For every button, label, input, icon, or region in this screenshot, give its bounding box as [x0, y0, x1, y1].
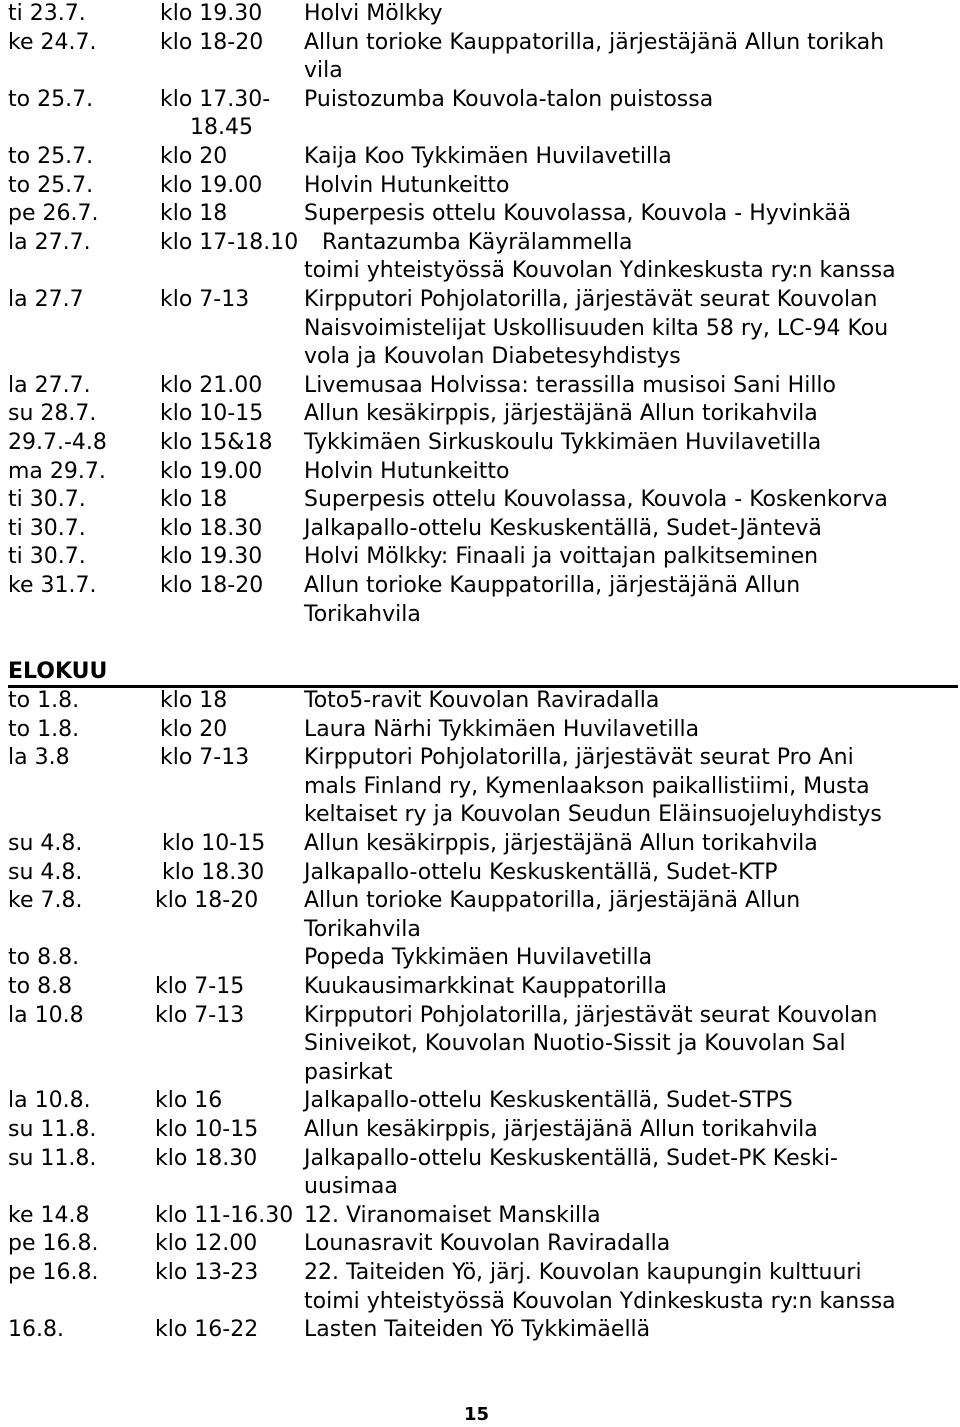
event-description: 22. Taiteiden Yö, järj. Kouvolan kaupungin kulttuuri: [304, 1260, 862, 1285]
event-time: klo 12.00: [155, 1231, 258, 1257]
event-description: Holvi Mölkky: [304, 1, 443, 26]
event-description: toimi yhteistyössä Kouvolan Ydinkeskusta ry:n kanssa: [304, 1288, 896, 1314]
event-date: la 10.8.: [8, 1088, 91, 1114]
event-description: Siniveikot, Kouvolan Nuotio-Sissit ja Kouvolan Sal: [304, 1031, 846, 1057]
event-time: klo 15&18: [160, 430, 273, 455]
event-date: to 25.7.: [8, 86, 94, 112]
event-time: klo 18-20: [160, 573, 264, 598]
event-time: klo 17-18.10: [160, 229, 299, 255]
event-date: la 27.7.: [8, 372, 91, 398]
event-date: ti 30.7.: [8, 487, 86, 513]
event-time: klo 13-23: [155, 1260, 259, 1285]
event-description: Naisvoimistelijat Uskollisuuden kilta 58 ry, LC-94 Kou: [304, 315, 889, 341]
event-time: klo 18: [160, 487, 228, 513]
event-date: ke 14.8: [8, 1202, 90, 1228]
event-description: toimi yhteistyössä Kouvolan Ydinkeskusta ry:n kanssa: [304, 258, 896, 284]
event-description: vila: [304, 58, 343, 84]
event-time: klo 18.30: [162, 859, 265, 885]
event-description: Lounasravit Kouvolan Raviradalla: [304, 1231, 671, 1257]
event-time: klo 10-15: [155, 1117, 259, 1142]
event-description: pasirkat: [304, 1059, 393, 1085]
event-date: ti 23.7.: [8, 1, 86, 26]
event-time: klo 20: [160, 716, 228, 742]
event-description: Lasten Taiteiden Yö Tykkimäellä: [304, 1317, 651, 1343]
event-time: klo 7-13: [160, 287, 250, 312]
event-time: klo 18: [160, 688, 228, 713]
event-description: Tykkimäen Sirkuskoulu Tykkimäen Huvilavetilla: [304, 430, 822, 455]
event-description: keltaiset ry ja Kouvolan Seudun Eläinsuojeluyhdistys: [304, 802, 882, 828]
event-time: klo 19.30: [160, 1, 263, 26]
event-date: to 25.7.: [8, 144, 94, 169]
event-description: Popeda Tykkimäen Huvilavetilla: [304, 945, 653, 971]
event-description: Livemusaa Holvissa: terassilla musisoi Sani Hillo: [304, 372, 837, 398]
event-description: Allun torioke Kauppatorilla, järjestäjänä Allun: [304, 573, 801, 598]
event-time: klo 18-20: [155, 888, 259, 914]
event-date: to 8.8: [8, 974, 73, 999]
event-time: klo 7-15: [155, 974, 245, 999]
event-time: klo 16: [155, 1088, 223, 1114]
event-time: klo 21.00: [160, 372, 263, 398]
event-description: Allun kesäkirppis, järjestäjänä Allun torikahvila: [304, 1117, 818, 1142]
event-description: Rantazumba Käyrälammella: [322, 229, 633, 255]
event-time: klo 7-13: [160, 745, 250, 771]
event-description: mals Finland ry, Kymenlaakson paikallistiimi, Musta: [304, 773, 870, 799]
event-time: klo 10-15: [160, 401, 264, 427]
event-date: su 4.8.: [8, 831, 83, 856]
event-date: la 27.7.: [8, 229, 91, 255]
event-date: ti 30.7.: [8, 544, 86, 570]
event-description: Holvin Hutunkeitto: [304, 458, 510, 484]
event-date: la 10.8: [8, 1002, 84, 1028]
event-description: Allun kesäkirppis, järjestäjänä Allun torikahvila: [304, 401, 818, 427]
section-heading-elokuu: ELOKUU: [8, 659, 108, 684]
event-date: to 1.8.: [8, 688, 80, 713]
event-time: klo 18-20: [160, 29, 264, 55]
event-time: klo 20: [160, 144, 228, 169]
event-time: klo 10-15: [162, 831, 266, 856]
event-date: su 4.8.: [8, 859, 83, 885]
event-time: klo 19.30: [160, 544, 263, 570]
event-time: klo 19.00: [160, 172, 263, 198]
event-description: Allun kesäkirppis, järjestäjänä Allun torikahvila: [304, 831, 818, 856]
event-date: la 3.8: [8, 745, 70, 771]
event-date: pe 16.8.: [8, 1260, 99, 1285]
event-description: Toto5-ravit Kouvolan Raviradalla: [304, 688, 660, 713]
event-date: ma 29.7.: [8, 458, 106, 484]
event-date: ke 31.7.: [8, 573, 97, 598]
event-description: Kaija Koo Tykkimäen Huvilavetilla: [304, 144, 672, 169]
event-description: Allun torioke Kauppatorilla, järjestäjänä Allun: [304, 888, 801, 914]
event-date: su 28.7.: [8, 401, 97, 427]
event-description: Jalkapallo-ottelu Keskuskentällä, Sudet-STPS: [304, 1088, 793, 1114]
event-time: klo 7-13: [155, 1002, 245, 1028]
event-description: Laura Närhi Tykkimäen Huvilavetilla: [304, 716, 700, 742]
event-date: la 27.7: [8, 287, 84, 312]
event-description: Torikahvila: [304, 601, 421, 627]
event-time: klo 17.30-: [160, 86, 271, 112]
event-description: uusimaa: [304, 1174, 398, 1200]
event-date: ti 30.7.: [8, 515, 86, 541]
event-date: ke 7.8.: [8, 888, 83, 914]
event-description: Superpesis ottelu Kouvolassa, Kouvola - Koskenkorva: [304, 487, 888, 513]
event-date: pe 16.8.: [8, 1231, 99, 1257]
event-date: to 25.7.: [8, 172, 94, 198]
event-time: klo 18.30: [160, 515, 263, 541]
event-description: Jalkapallo-ottelu Keskuskentällä, Sudet-PK Keski-: [304, 1145, 838, 1171]
event-time: klo 11-16.30: [155, 1202, 294, 1228]
event-date: 16.8.: [8, 1317, 64, 1343]
event-date: su 11.8.: [8, 1145, 97, 1171]
event-date: 29.7.-4.8: [8, 430, 107, 455]
event-description: vola ja Kouvolan Diabetesyhdistys: [304, 344, 681, 370]
event-date: to 1.8.: [8, 716, 80, 742]
event-description: Holvin Hutunkeitto: [304, 172, 510, 198]
event-date: su 11.8.: [8, 1117, 97, 1142]
event-description: Kuukausimarkkinat Kauppatorilla: [304, 974, 667, 999]
page-number: 15: [464, 1404, 490, 1425]
event-time-continued: 18.45: [190, 115, 253, 141]
heading-underline: [8, 685, 958, 688]
event-description: Kirpputori Pohjolatorilla, järjestävät seurat Pro Ani: [304, 745, 854, 771]
event-date: ke 24.7.: [8, 29, 97, 55]
event-date: to 8.8.: [8, 945, 80, 971]
event-description: Allun torioke Kauppatorilla, järjestäjänä Allun torikah: [304, 29, 885, 55]
event-description: Jalkapallo-ottelu Keskuskentällä, Sudet-KTP: [304, 859, 778, 885]
event-time: klo 18.30: [155, 1145, 258, 1171]
event-time: klo 19.00: [160, 458, 263, 484]
event-description: Torikahvila: [304, 916, 421, 942]
event-time: klo 16-22: [155, 1317, 259, 1343]
event-description: 12. Viranomaiset Manskilla: [304, 1202, 601, 1228]
event-description: Jalkapallo-ottelu Keskuskentällä, Sudet-Jäntevä: [304, 515, 822, 541]
event-date: pe 26.7.: [8, 201, 99, 227]
event-description: Superpesis ottelu Kouvolassa, Kouvola - Hyvinkää: [304, 201, 852, 227]
event-time: klo 18: [160, 201, 228, 227]
event-description: Kirpputori Pohjolatorilla, järjestävät seurat Kouvolan: [304, 1002, 878, 1028]
event-description: Holvi Mölkky: Finaali ja voittajan palkitseminen: [304, 544, 819, 570]
event-description: Puistozumba Kouvola-talon puistossa: [304, 86, 714, 112]
event-description: Kirpputori Pohjolatorilla, järjestävät seurat Kouvolan: [304, 287, 878, 312]
